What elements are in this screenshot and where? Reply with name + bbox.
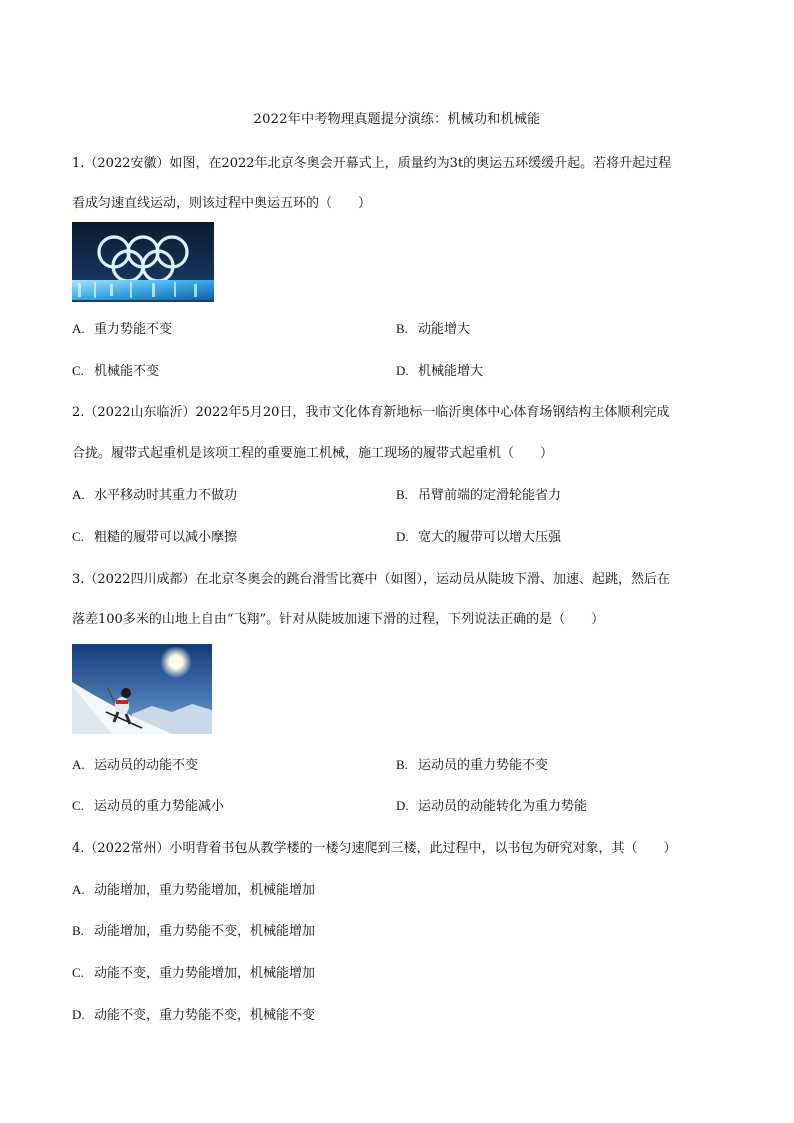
question-2-option-a[interactable]: A. 水平移动时其重力不做功 <box>72 487 238 503</box>
question-1-stem-line2: 看成匀速直线运动，则该过程中奥运五环的（ ） <box>72 196 372 211</box>
question-1-option-c[interactable]: C. 机械能不变 <box>72 363 160 379</box>
question-2-option-c[interactable]: C. 粗糙的履带可以减小摩擦 <box>72 529 238 545</box>
question-3-stem-line1: 3.（2022四川成都）在北京冬奥会的跳台滑雪比赛中（如图），运动员从陡坡下滑、加速、起跳，然后在 <box>72 572 670 587</box>
question-3-stem-line2: 落差100多米的山地上自由“飞翔”。针对从陡坡加速下滑的过程，下列说法正确的是（ ） <box>72 612 605 627</box>
question-4-option-d[interactable]: D. 动能不变，重力势能不变，机械能不变 <box>72 1007 316 1023</box>
question-1-option-d[interactable]: D. 机械能增大 <box>396 363 484 379</box>
ski-jumper-image <box>72 644 212 734</box>
question-3-option-c[interactable]: C. 运动员的重力势能减小 <box>72 798 225 814</box>
question-1-option-a[interactable]: A. 重力势能不变 <box>72 321 173 337</box>
question-3-option-a[interactable]: A. 运动员的动能不变 <box>72 757 199 773</box>
question-4-option-c[interactable]: C. 动能不变，重力势能增加，机械能增加 <box>72 965 316 981</box>
page-title: 2022年中考物理真题提分演练：机械功和机械能 <box>253 112 541 127</box>
question-3-option-d[interactable]: D. 运动员的动能转化为重力势能 <box>396 798 588 814</box>
olympic-rings-image <box>72 222 214 302</box>
question-4-option-a[interactable]: A. 动能增加，重力势能增加，机械能增加 <box>72 882 316 898</box>
question-2-stem-line2: 合拢。履带式起重机是该项工程的重要施工机械，施工现场的履带式起重机（ ） <box>72 446 554 461</box>
question-4-stem-line1: 4.（2022常州）小明背着书包从教学楼的一楼匀速爬到三楼，此过程中，以书包为研究对象，其（ ） <box>72 841 677 856</box>
question-1-option-b[interactable]: B. 动能增大 <box>396 321 471 337</box>
question-2-stem-line1: 2.（2022山东临沂）2022年5月20日，我市文化体育新地标一临沂奥体中心体育场钢结构主体顺利完成 <box>72 405 670 420</box>
question-1-stem-line1: 1.（2022安徽）如图，在2022年北京冬奥会开幕式上，质量约为3t的奥运五环缓缓升起。若将升起过程 <box>72 156 672 171</box>
question-2-option-d[interactable]: D. 宽大的履带可以增大压强 <box>396 529 562 545</box>
question-4-option-b[interactable]: B. 动能增加，重力势能不变，机械能增加 <box>72 923 316 939</box>
question-2-option-b[interactable]: B. 吊臂前端的定滑轮能省力 <box>396 487 562 503</box>
question-3-option-b[interactable]: B. 运动员的重力势能不变 <box>396 757 549 773</box>
